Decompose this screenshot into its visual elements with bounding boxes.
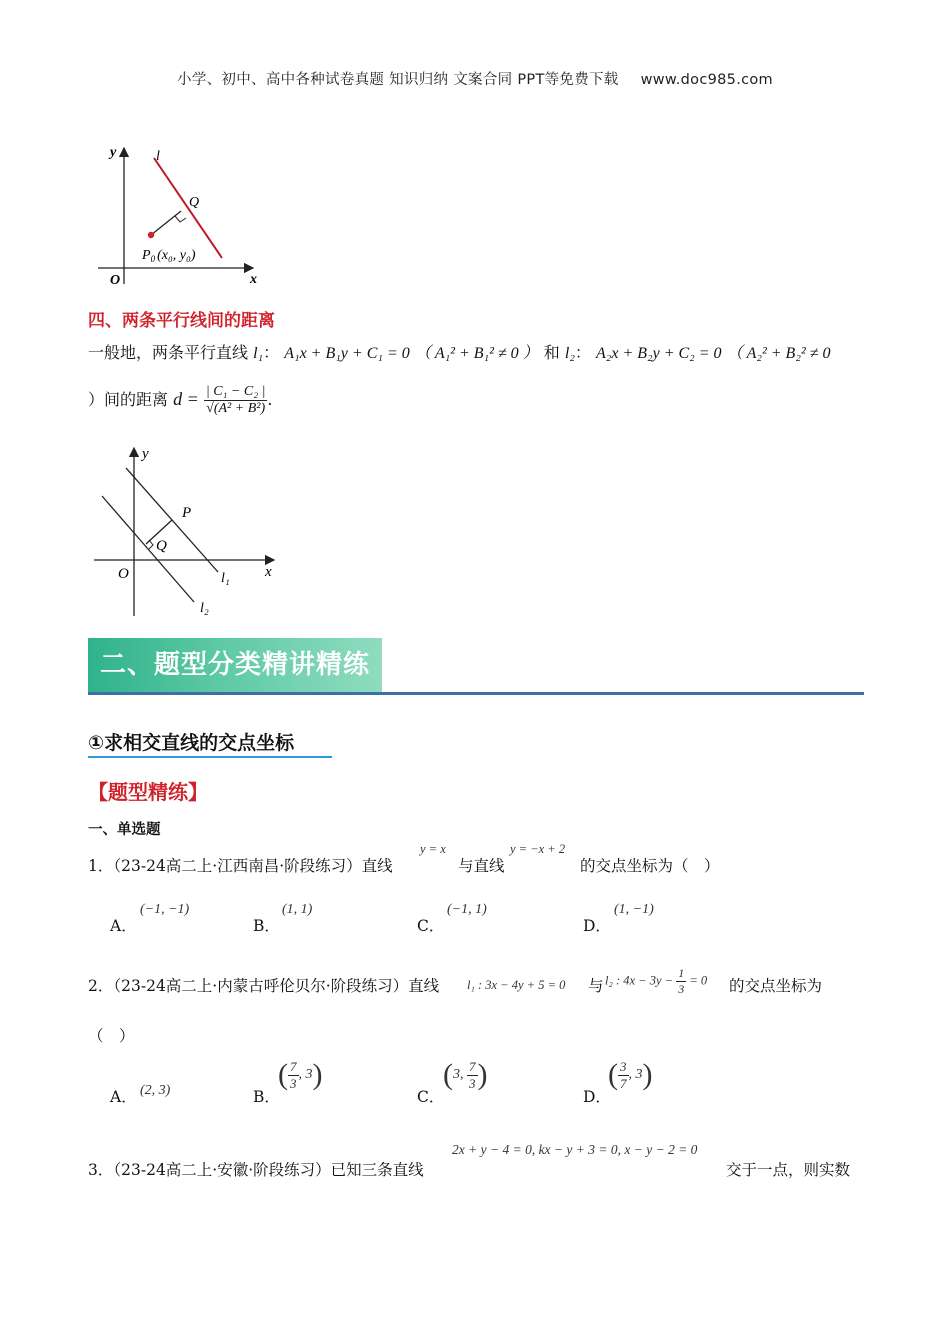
q1-expr2: y = −x + 2: [510, 842, 566, 856]
q1-option-c-label: C．: [417, 917, 445, 935]
distance-numerator: | C₁ − C₂ |: [205, 384, 266, 399]
d-lhs: d =: [173, 389, 199, 409]
header-url[interactable]: www.doc985.com: [640, 72, 773, 88]
subheading-underline: [88, 756, 332, 758]
q1-option-a[interactable]: [110, 914, 137, 936]
parallel-lines-figure: [88, 440, 288, 620]
q2-option-b-label: B．: [253, 1088, 280, 1106]
q1-option-c[interactable]: [417, 914, 444, 936]
q2-d-rest: , 3: [628, 1067, 643, 1083]
right-angle-mark: [175, 216, 186, 222]
page-header: [0, 68, 950, 89]
colon-1: ：: [263, 343, 280, 362]
q2-expr2: [605, 966, 707, 997]
q1-expr1: y = x: [420, 842, 446, 856]
origin-label: O: [110, 273, 121, 288]
q3-expr: 2x + y − 4 = 0, kx − y + 3 = 0, x − y − 2 = 0: [452, 1142, 698, 1157]
y-label-2: y: [142, 446, 149, 462]
parallel-lines-statement: [88, 340, 830, 363]
distance-fraction: [204, 384, 268, 417]
q2-option-c[interactable]: [417, 1085, 444, 1107]
l1-condition: （ A₁² + B₁² ≠ 0 ）: [414, 345, 539, 362]
line-l-label: l: [156, 149, 160, 164]
q1-number: 1．: [88, 857, 114, 875]
q1-option-d-label: D．: [583, 917, 611, 935]
q3-tail: 交于一点，则实数: [726, 1161, 851, 1179]
question-3: [88, 1158, 424, 1180]
q2-c-frac: [467, 1059, 478, 1092]
l1-equation: A₁x + B₁y + C₁ = 0: [284, 345, 410, 362]
q2-expr2-frac: [676, 966, 686, 997]
q1-tail: 的交点坐标为（ ）: [580, 857, 720, 875]
q1-option-b-value: (1, 1): [282, 902, 313, 917]
q2-c-den: 3: [469, 1075, 476, 1091]
q2-source: （23-24高二上·内蒙古呼伦贝尔·阶段练习）直线: [113, 977, 440, 995]
point-line-distance-figure: [88, 138, 268, 288]
q3-source: （23-24高二上·安徽·阶段练习）已知三条直线: [113, 1161, 424, 1179]
y-label: y: [110, 145, 117, 160]
q3-number: 3．: [88, 1161, 114, 1179]
q1-option-d[interactable]: [583, 914, 611, 936]
q2-tail: 的交点坐标为: [729, 977, 823, 995]
q2-b-den: 3: [290, 1075, 297, 1091]
l2-name: l₂: [564, 345, 575, 362]
q1-option-c-value: (−1, 1): [447, 902, 487, 917]
banner-rule: [88, 692, 864, 695]
q2-option-b[interactable]: [253, 1085, 280, 1107]
intro-text: 一般地，两条平行直线: [88, 343, 249, 362]
question-2: [88, 974, 439, 996]
and-text: 和: [543, 343, 560, 362]
line-l2-label: l₂: [200, 601, 209, 616]
q2-expr1: l₁ : 3x − 4y + 5 = 0: [467, 978, 566, 992]
q2-option-a[interactable]: [110, 1085, 137, 1107]
q1-mid: 与直线: [458, 857, 505, 875]
q2-tail2: （ ）: [88, 1027, 135, 1045]
q2-expr2-a: l₂ : 4x − 3y −: [605, 973, 674, 988]
q2-d-den: 7: [620, 1075, 627, 1091]
q2-option-d-label: D．: [583, 1088, 611, 1106]
line-l2: [102, 496, 194, 602]
formula-end: .: [267, 390, 273, 409]
q2-d-num: 3: [620, 1058, 627, 1074]
q1-option-d-value: (1, −1): [614, 902, 654, 917]
origin-label-2: O: [118, 566, 129, 582]
colon-2: ：: [574, 343, 591, 362]
single-choice-heading: 一、单选题: [88, 822, 161, 838]
section-four-title: 四、两条平行线间的距离: [88, 311, 275, 331]
q1-option-b[interactable]: [253, 914, 280, 936]
foot-q-label: Q: [189, 195, 200, 210]
line-l: [154, 158, 222, 258]
q2-expr2-b: = 0: [689, 973, 708, 988]
q2-option-a-label: A．: [110, 1088, 137, 1106]
q2-expr2-num: 1: [678, 966, 685, 980]
line-l1-label: l₁: [221, 571, 230, 586]
point-q-label: Q: [156, 538, 167, 554]
q1-option-a-label: A．: [110, 917, 137, 935]
q2-d-frac: [618, 1059, 629, 1092]
distance-formula-line: [88, 384, 273, 417]
question-1: [88, 854, 393, 876]
q2-b-rest: , 3: [298, 1067, 313, 1083]
q2-expr2-den: 3: [678, 982, 685, 996]
l1-name: l₁: [253, 345, 264, 362]
q2-b-frac: [288, 1059, 299, 1092]
right-angle-mark-2: [149, 540, 153, 549]
type-practice-tag: 【题型精练】: [88, 780, 208, 804]
section-banner: 二、题型分类精讲精练: [88, 638, 382, 692]
perpendicular-segment: [151, 211, 181, 235]
q1-option-a-value: (−1, −1): [140, 902, 190, 917]
header-text: 小学、初中、高中各种试卷真题 知识归纳 文案合同 PPT等免费下载: [177, 72, 619, 88]
q2-option-b-value: ( $\frac{7}{3}$ , 3): [278, 1058, 323, 1091]
point-p0-label: $P_0$ (x₀, y₀): [142, 248, 196, 264]
q2-c-num: 7: [469, 1058, 476, 1074]
q1-option-b-label: B．: [253, 917, 280, 935]
q2-number: 2．: [88, 977, 114, 995]
q1-source: （23-24高二上·江西南昌·阶段练习）直线: [113, 857, 393, 875]
point-p0: [148, 232, 154, 238]
q2-b-num: 7: [290, 1058, 297, 1074]
q2-mid: 与: [588, 977, 604, 995]
q2-option-c-value: (3, $\frac{7}{3}$ ): [443, 1058, 488, 1091]
q2-option-a-value: (2, 3): [140, 1083, 171, 1098]
q2-c-pre: 3,: [453, 1067, 467, 1083]
subheading: ①求相交直线的交点坐标: [88, 732, 295, 754]
q2-option-d-value: ( $\frac{3}{7}$ , 3): [608, 1058, 653, 1091]
x-label-2: x: [265, 564, 272, 580]
x-label: x: [250, 272, 257, 287]
l2-condition: （ A₂² + B₂² ≠ 0: [726, 345, 831, 362]
distance-intro: ）间的距离: [88, 390, 169, 409]
point-p-label: P: [182, 505, 192, 521]
distance-denominator: √(A² + B²): [206, 401, 266, 416]
l2-equation: A₂x + B₂y + C₂ = 0: [596, 345, 722, 362]
q2-option-c-label: C．: [417, 1088, 445, 1106]
q2-option-d[interactable]: [583, 1085, 611, 1107]
